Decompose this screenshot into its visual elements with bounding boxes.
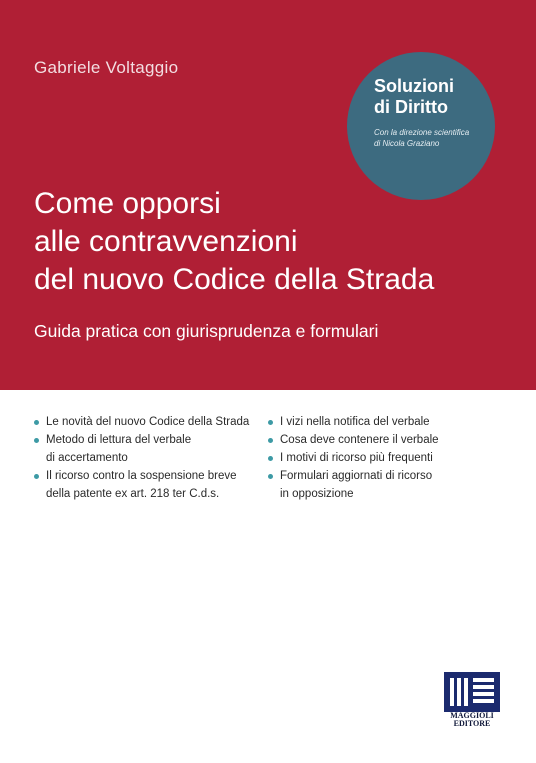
list-item-line: Metodo di lettura del verbale: [46, 434, 192, 446]
bullet-dot-icon: [34, 474, 39, 479]
book-title-line-3: del nuovo Codice della Strada: [34, 263, 435, 296]
book-title-line-2: alle contravvenzioni: [34, 225, 298, 258]
bullet-dot-icon: [34, 438, 39, 443]
list-item: [34, 467, 266, 503]
bullet-dot-icon: [34, 420, 39, 425]
list-item-line: della patente ex art. 218 ter C.d.s.: [46, 488, 220, 500]
series-direction-line-1: Con la direzione scientifica: [374, 128, 470, 137]
list-item-line: Le novità del nuovo Codice della Strada: [46, 416, 250, 428]
series-direction-line-2: di Nicola Graziano: [374, 139, 440, 148]
list-item: [268, 449, 508, 467]
bullet-dot-icon: [268, 474, 273, 479]
list-item-line: I motivi di ricorso più frequenti: [280, 452, 433, 464]
series-title-line-1: Soluzioni: [374, 76, 454, 96]
book-title-line-1: Come opporsi: [34, 187, 221, 220]
bullet-dot-icon: [268, 456, 273, 461]
publisher-logo: [444, 672, 500, 728]
series-direction: [374, 127, 486, 149]
author-name: Gabriele Voltaggio: [34, 58, 179, 77]
list-item-line: Formulari aggiornati di ricorso: [280, 470, 433, 482]
topics-list-left: [34, 413, 266, 503]
maggioli-logo-icon: [444, 672, 500, 712]
list-item: [268, 431, 508, 449]
series-title: [374, 76, 494, 118]
list-item-line: Il ricorso contro la sospensione breve: [46, 470, 237, 482]
series-badge: [347, 52, 495, 200]
list-item-line: Cosa deve contenere il verbale: [280, 434, 439, 446]
topics-list-right: [268, 413, 508, 503]
publisher-name-line-1: MAGGIOLI: [450, 711, 494, 720]
publisher-name: [444, 712, 500, 728]
list-item: [34, 413, 266, 431]
list-item-line: di accertamento: [46, 452, 128, 464]
bullet-dot-icon: [268, 438, 273, 443]
list-item-line: in opposizione: [280, 488, 354, 500]
book-title: [34, 185, 514, 299]
bullet-dot-icon: [268, 420, 273, 425]
list-item-line: I vizi nella notifica del verbale: [280, 416, 430, 428]
book-subtitle: Guida pratica con giurisprudenza e formulari: [34, 321, 379, 341]
list-item: [268, 413, 508, 431]
series-title-line-2: di Diritto: [374, 97, 448, 117]
list-item: [268, 467, 508, 503]
publisher-name-line-2: EDITORE: [453, 719, 491, 728]
list-item: [34, 431, 266, 467]
